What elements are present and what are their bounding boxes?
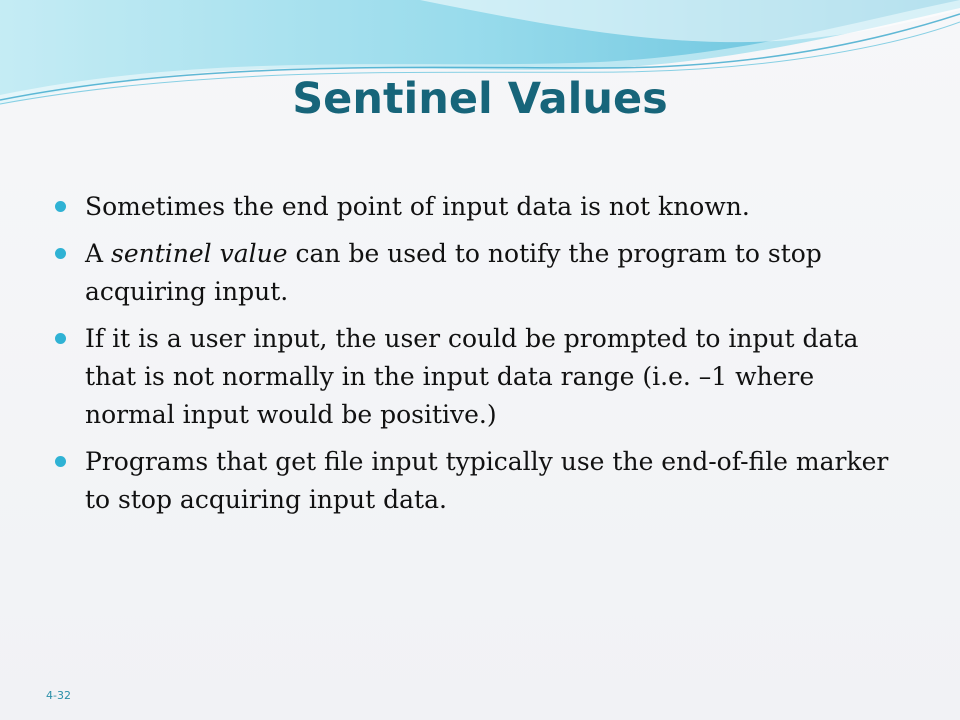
bullet-dot-icon — [55, 333, 66, 344]
bullet-item — [52, 320, 892, 434]
bullet-text-emphasis: sentinel value — [111, 239, 288, 268]
bullet-text: If it is a user input, the user could be prompted to input data that is not normally in the input data range (i.e. –1 where normal input would be positive.) — [85, 324, 859, 429]
bullet-dot-icon — [55, 248, 66, 259]
slide-title: Sentinel Values — [292, 74, 668, 124]
bullet-text-prefix: A — [85, 239, 112, 268]
bullet-text-suffix: can be used to notify the program to stop acquiring input. — [85, 239, 822, 306]
bullet-list — [52, 188, 892, 528]
bullet-dot-icon — [55, 456, 66, 467]
bullet-item — [52, 188, 892, 226]
bullet-dot-icon — [55, 201, 66, 212]
bullet-item — [52, 235, 892, 311]
bullet-text: Sometimes the end point of input data is not known. — [85, 192, 750, 221]
slide-number: 4-32 — [46, 689, 71, 702]
bullet-text: Programs that get file input typically use the end-of-file marker to stop acquiring input data. — [85, 447, 889, 514]
bullet-item — [52, 443, 892, 519]
